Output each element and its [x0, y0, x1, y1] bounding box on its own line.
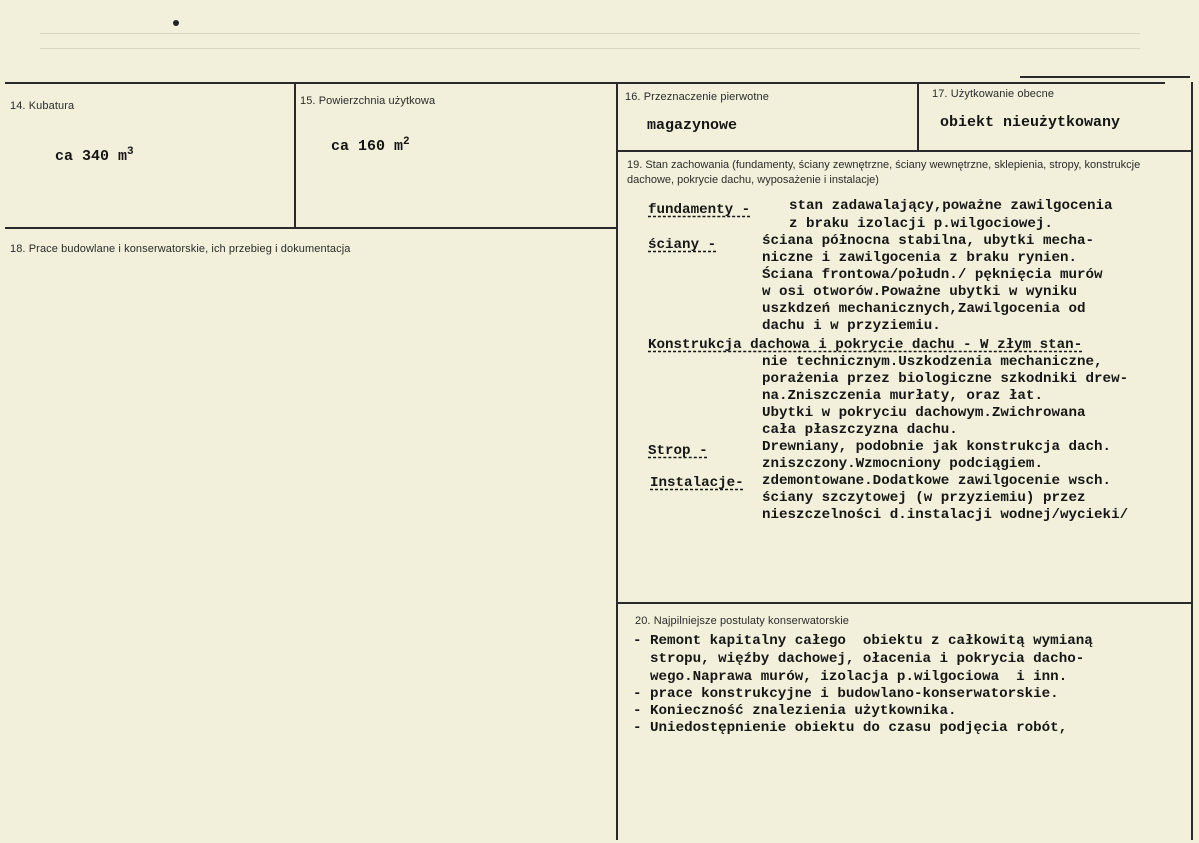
postulaty-item: - Remont kapitalny całego obiektu z całkowitą wymianą [633, 633, 1093, 649]
postulaty-item: stropu, więźby dachowej, ołacenia i pokrycia dacho- [633, 651, 1085, 667]
strop-line: Drewniany, podobnie jak konstrukcja dach. [762, 439, 1112, 455]
instalacje-line: nieszczelności d.instalacji wodnej/wycieki/ [762, 507, 1129, 523]
konstrukcja-heading: Konstrukcja dachowa i pokrycie dachu - W złym stan- [648, 337, 1083, 353]
divider-14-15 [294, 83, 296, 228]
faint-line [40, 33, 1140, 34]
sciany-line: dachu i w przyziemiu. [762, 318, 941, 334]
instalacje-heading: Instalacje- [650, 475, 744, 491]
right-border [1191, 82, 1193, 840]
sciany-line: uszkdzeń mechanicznych,Zawilgocenia od [762, 301, 1086, 317]
konstrukcja-line: nie technicznym.Uszkodzenia mechaniczne, [762, 354, 1103, 370]
sciany-line: w osi otworów.Poważne ubytki w wyniku [762, 284, 1078, 300]
fundamenty-line: stan zadawalający,poważne zawilgocenia [789, 198, 1113, 214]
sciany-line: niczne i zawilgocenia z braku rynien. [762, 250, 1078, 266]
konstrukcja-line: na.Zniszczenia murłaty, oraz łat. [762, 388, 1043, 404]
strop-heading: Strop - [648, 443, 708, 459]
przeznaczenie-label: 16. Przeznaczenie pierwotne [625, 91, 769, 103]
przeznaczenie-value: magazynowe [647, 117, 738, 134]
powierzchnia-label: 15. Powierzchnia użytkowa [300, 95, 436, 107]
instalacje-line: ściany szczytowej (w przyziemiu) przez [762, 490, 1086, 506]
fundamenty-heading: fundamenty - [648, 202, 751, 218]
divider-16-17 [917, 83, 919, 151]
instalacje-line: zdemontowane.Dodatkowe zawilgocenie wsch. [762, 473, 1112, 489]
postulaty-label: 20. Najpilniejsze postulaty konserwatorskie [635, 615, 850, 627]
center-divider [616, 83, 618, 840]
uzytkowanie-label: 17. Użytkowanie obecne [932, 88, 1055, 100]
rule-under-19 [617, 602, 1191, 604]
postulaty-item: - Uniedostępnienie obiektu do czasu podjęcia robót, [633, 720, 1068, 736]
postulaty-item: - prace konstrukcyjne i budowlano-konserwatorskie. [633, 686, 1059, 702]
prace-label: 18. Prace budowlane i konserwatorskie, ich przebieg i dokumentacja [10, 243, 351, 255]
powierzchnia-value: ca 160 $m^2$ [331, 136, 410, 155]
rule-under-16-17 [617, 150, 1191, 152]
fundamenty-line: z braku izolacji p.wilgociowej. [789, 216, 1053, 232]
top-rule-right [1020, 76, 1190, 78]
ink-dot [173, 20, 179, 26]
kubatura-label: 14. Kubatura [10, 100, 75, 112]
konstrukcja-line: Ubytki w pokryciu dachowym.Zwichrowana [762, 405, 1086, 421]
stan-zachowania-label: 19. Stan zachowania (fundamenty, ściany zewnętrzne, ściany wewnętrzne, sklepienia, stropy, konstrukcje dachowe, pokrycie dachu, wyposażenie i instalacje) [627, 159, 1141, 186]
rule-under-14-15 [5, 227, 617, 229]
postulaty-item: wego.Naprawa murów, izolacja p.wilgociowa i inn. [633, 669, 1068, 685]
postulaty-item: - Konieczność znalezienia użytkownika. [633, 703, 957, 719]
faint-line [40, 48, 1140, 49]
uzytkowanie-value: obiekt nieużytkowany [940, 114, 1121, 131]
top-rule [5, 82, 1165, 84]
strop-line: zniszczony.Wzmocniony podciągiem. [762, 456, 1043, 472]
sciany-line: ściana północna stabilna, ubytki mecha- [762, 233, 1095, 249]
konstrukcja-line: porażenia przez biologiczne szkodniki drew- [762, 371, 1129, 387]
kubatura-value: ca 340 $m^3$ [55, 146, 134, 165]
sciany-line: Ściana frontowa/połudn./ pęknięcia murów [762, 267, 1103, 283]
konstrukcja-line: cała płaszczyzna dachu. [762, 422, 958, 438]
sciany-heading: ściany - [648, 237, 717, 253]
